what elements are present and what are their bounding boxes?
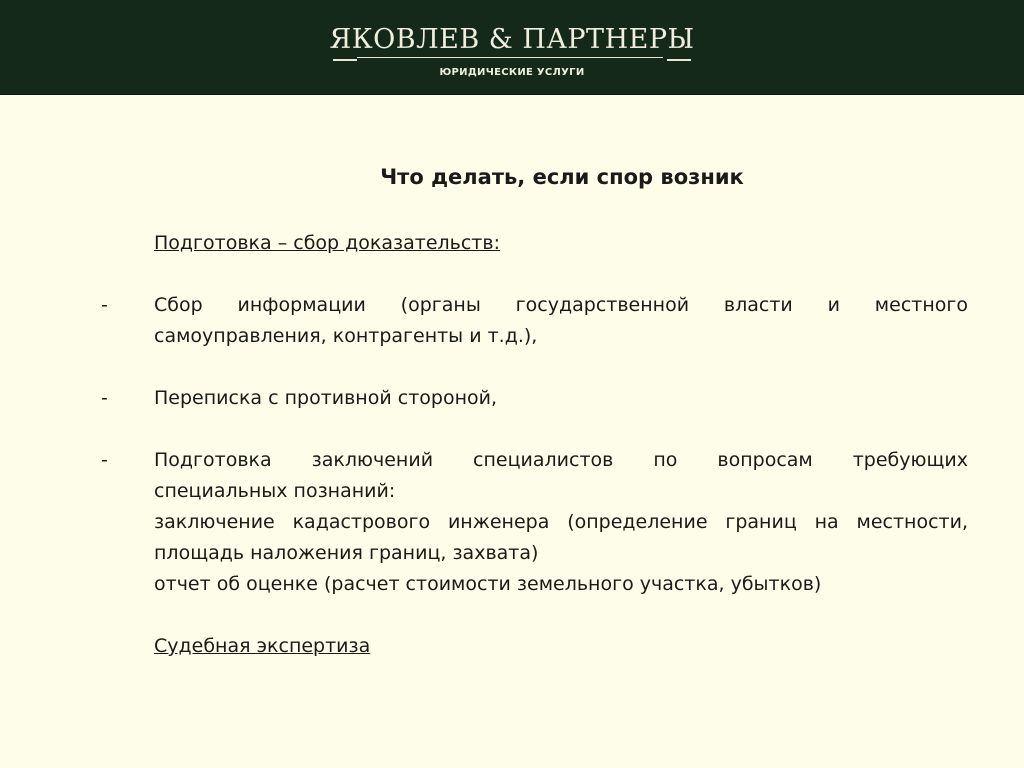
header-bar <box>0 0 1024 95</box>
bullet-3-sub-1-line-1: заключение кадастрового инженера (определение границ на местности, <box>154 511 968 533</box>
bullet-3-sub-2: отчет об оценке (расчет стоимости земельного участка, убытков) <box>154 573 822 595</box>
bullet-marker-2: - <box>101 387 108 409</box>
bullet-2-line-1: Переписка с противной стороной, <box>154 387 498 409</box>
bullet-1-line-2: самоуправления, контрагенты и т.д.), <box>154 325 538 347</box>
bullet-marker-3: - <box>101 449 108 471</box>
bullet-3-line-2: специальных познаний: <box>154 480 396 502</box>
bullet-marker-1: - <box>101 294 108 316</box>
logo-underline <box>357 57 663 58</box>
company-logo <box>0 0 1024 94</box>
footer-heading: Судебная экспертиза <box>154 635 371 657</box>
slide-title-text: Что делать, если спор возник <box>380 165 744 189</box>
logo-left-line <box>333 59 357 61</box>
slide-body <box>154 228 968 662</box>
slide-title <box>0 165 1024 189</box>
bullet-1-line-1: Сбор информации (органы государственной власти и местного <box>154 294 968 316</box>
bullet-3-sub-1-line-2: площадь наложения границ, захвата) <box>154 542 539 564</box>
logo-right-line <box>667 59 691 61</box>
logo-subtitle: ЮРИДИЧЕСКИЕ УСЛУГИ <box>439 67 585 78</box>
bullet-3-line-1: Подготовка заключений специалистов по вопросам требующих <box>154 449 968 471</box>
logo-text: ЯКОВЛЕВ & ПАРТНЕРЫ <box>329 24 695 55</box>
section-heading: Подготовка – сбор доказательств: <box>154 232 500 254</box>
